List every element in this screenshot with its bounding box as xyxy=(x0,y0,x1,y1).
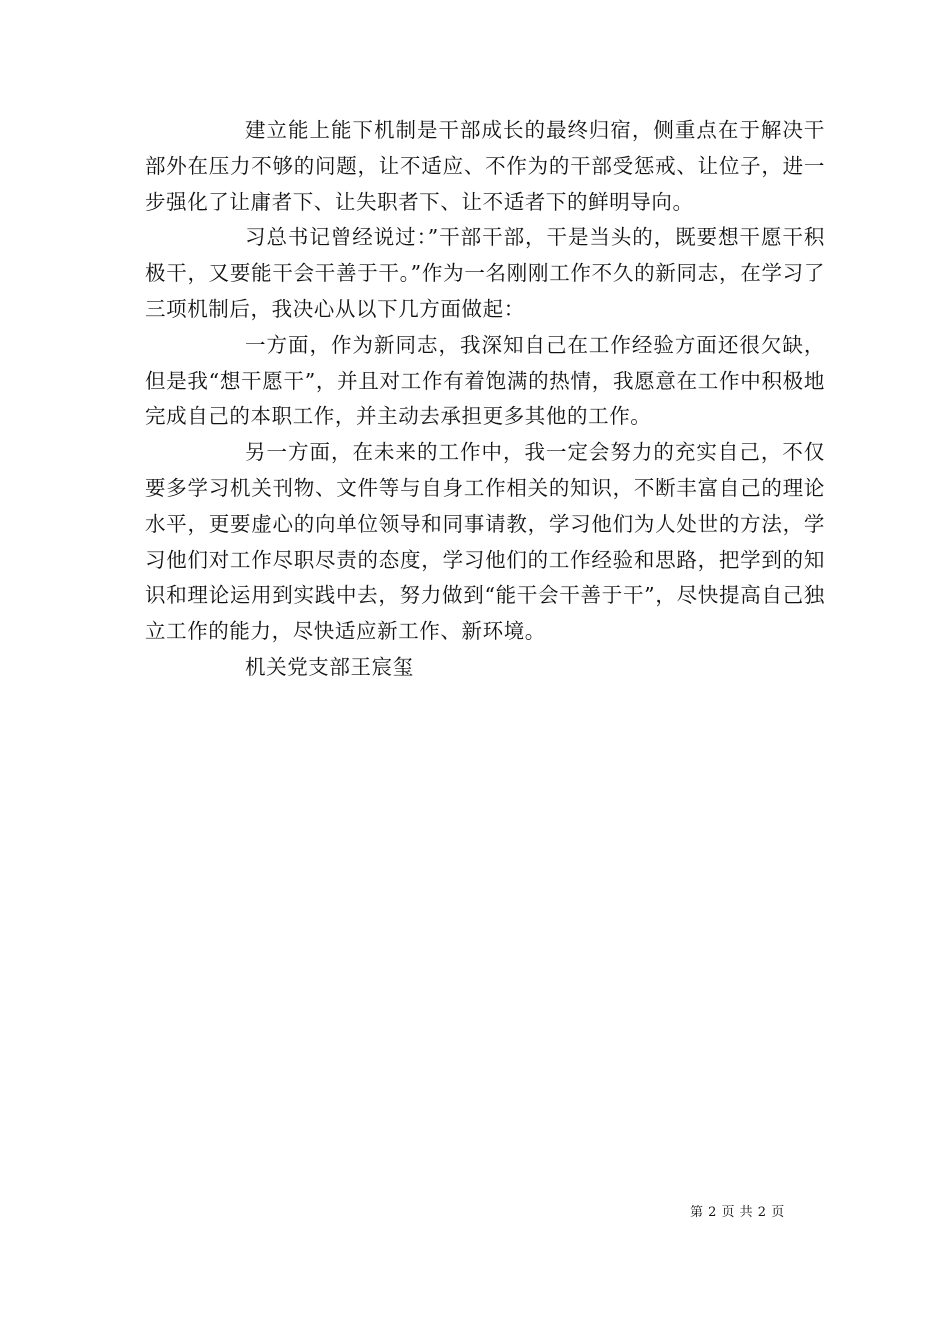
document-body xyxy=(145,113,825,686)
signature: 机关党支部王宸玺 xyxy=(245,654,414,679)
page-number-footer: 第 2 页 共 2 页 xyxy=(690,1205,785,1220)
paragraph-quote: 习总书记曾经说过：”干部干部，干是当头的，既要想干愿干积极干，又要能干会干善于干。”作为一名刚刚工作不久的新同志，在学习了三项机制后，我决心从以下几方面做起： xyxy=(145,225,825,321)
paragraph-mechanism: 建立能上能下机制是干部成长的最终归宿，侧重点在于解决干部外在压力不够的问题，让不适应、不作为的干部受惩戒、让位子，进一步强化了让庸者下、让失职者下、让不适者下的鲜明导向。 xyxy=(145,118,825,214)
paragraph-second-aspect: 另一方面，在未来的工作中，我一定会努力的充实自己，不仅要多学习机关刊物、文件等与自身工作相关的知识，不断丰富自己的理论水平，更要虚心的向单位领导和同事请教，学习他们为人处世的方法，学习他们对工作尽职尽责的态度，学习他们的工作经验和思路，把学到的知识和理论运用到实践中去，努力做到“能干会干善于干”，尽快提高自己独立工作的能力，尽快适应新工作、新环境。 xyxy=(145,440,825,644)
paragraph-first-aspect: 一方面，作为新同志，我深知自己在工作经验方面还很欠缺，但是我“想干愿干”，并且对工作有着饱满的热情，我愿意在工作中积极地完成自己的本职工作，并主动去承担更多其他的工作。 xyxy=(145,332,825,429)
